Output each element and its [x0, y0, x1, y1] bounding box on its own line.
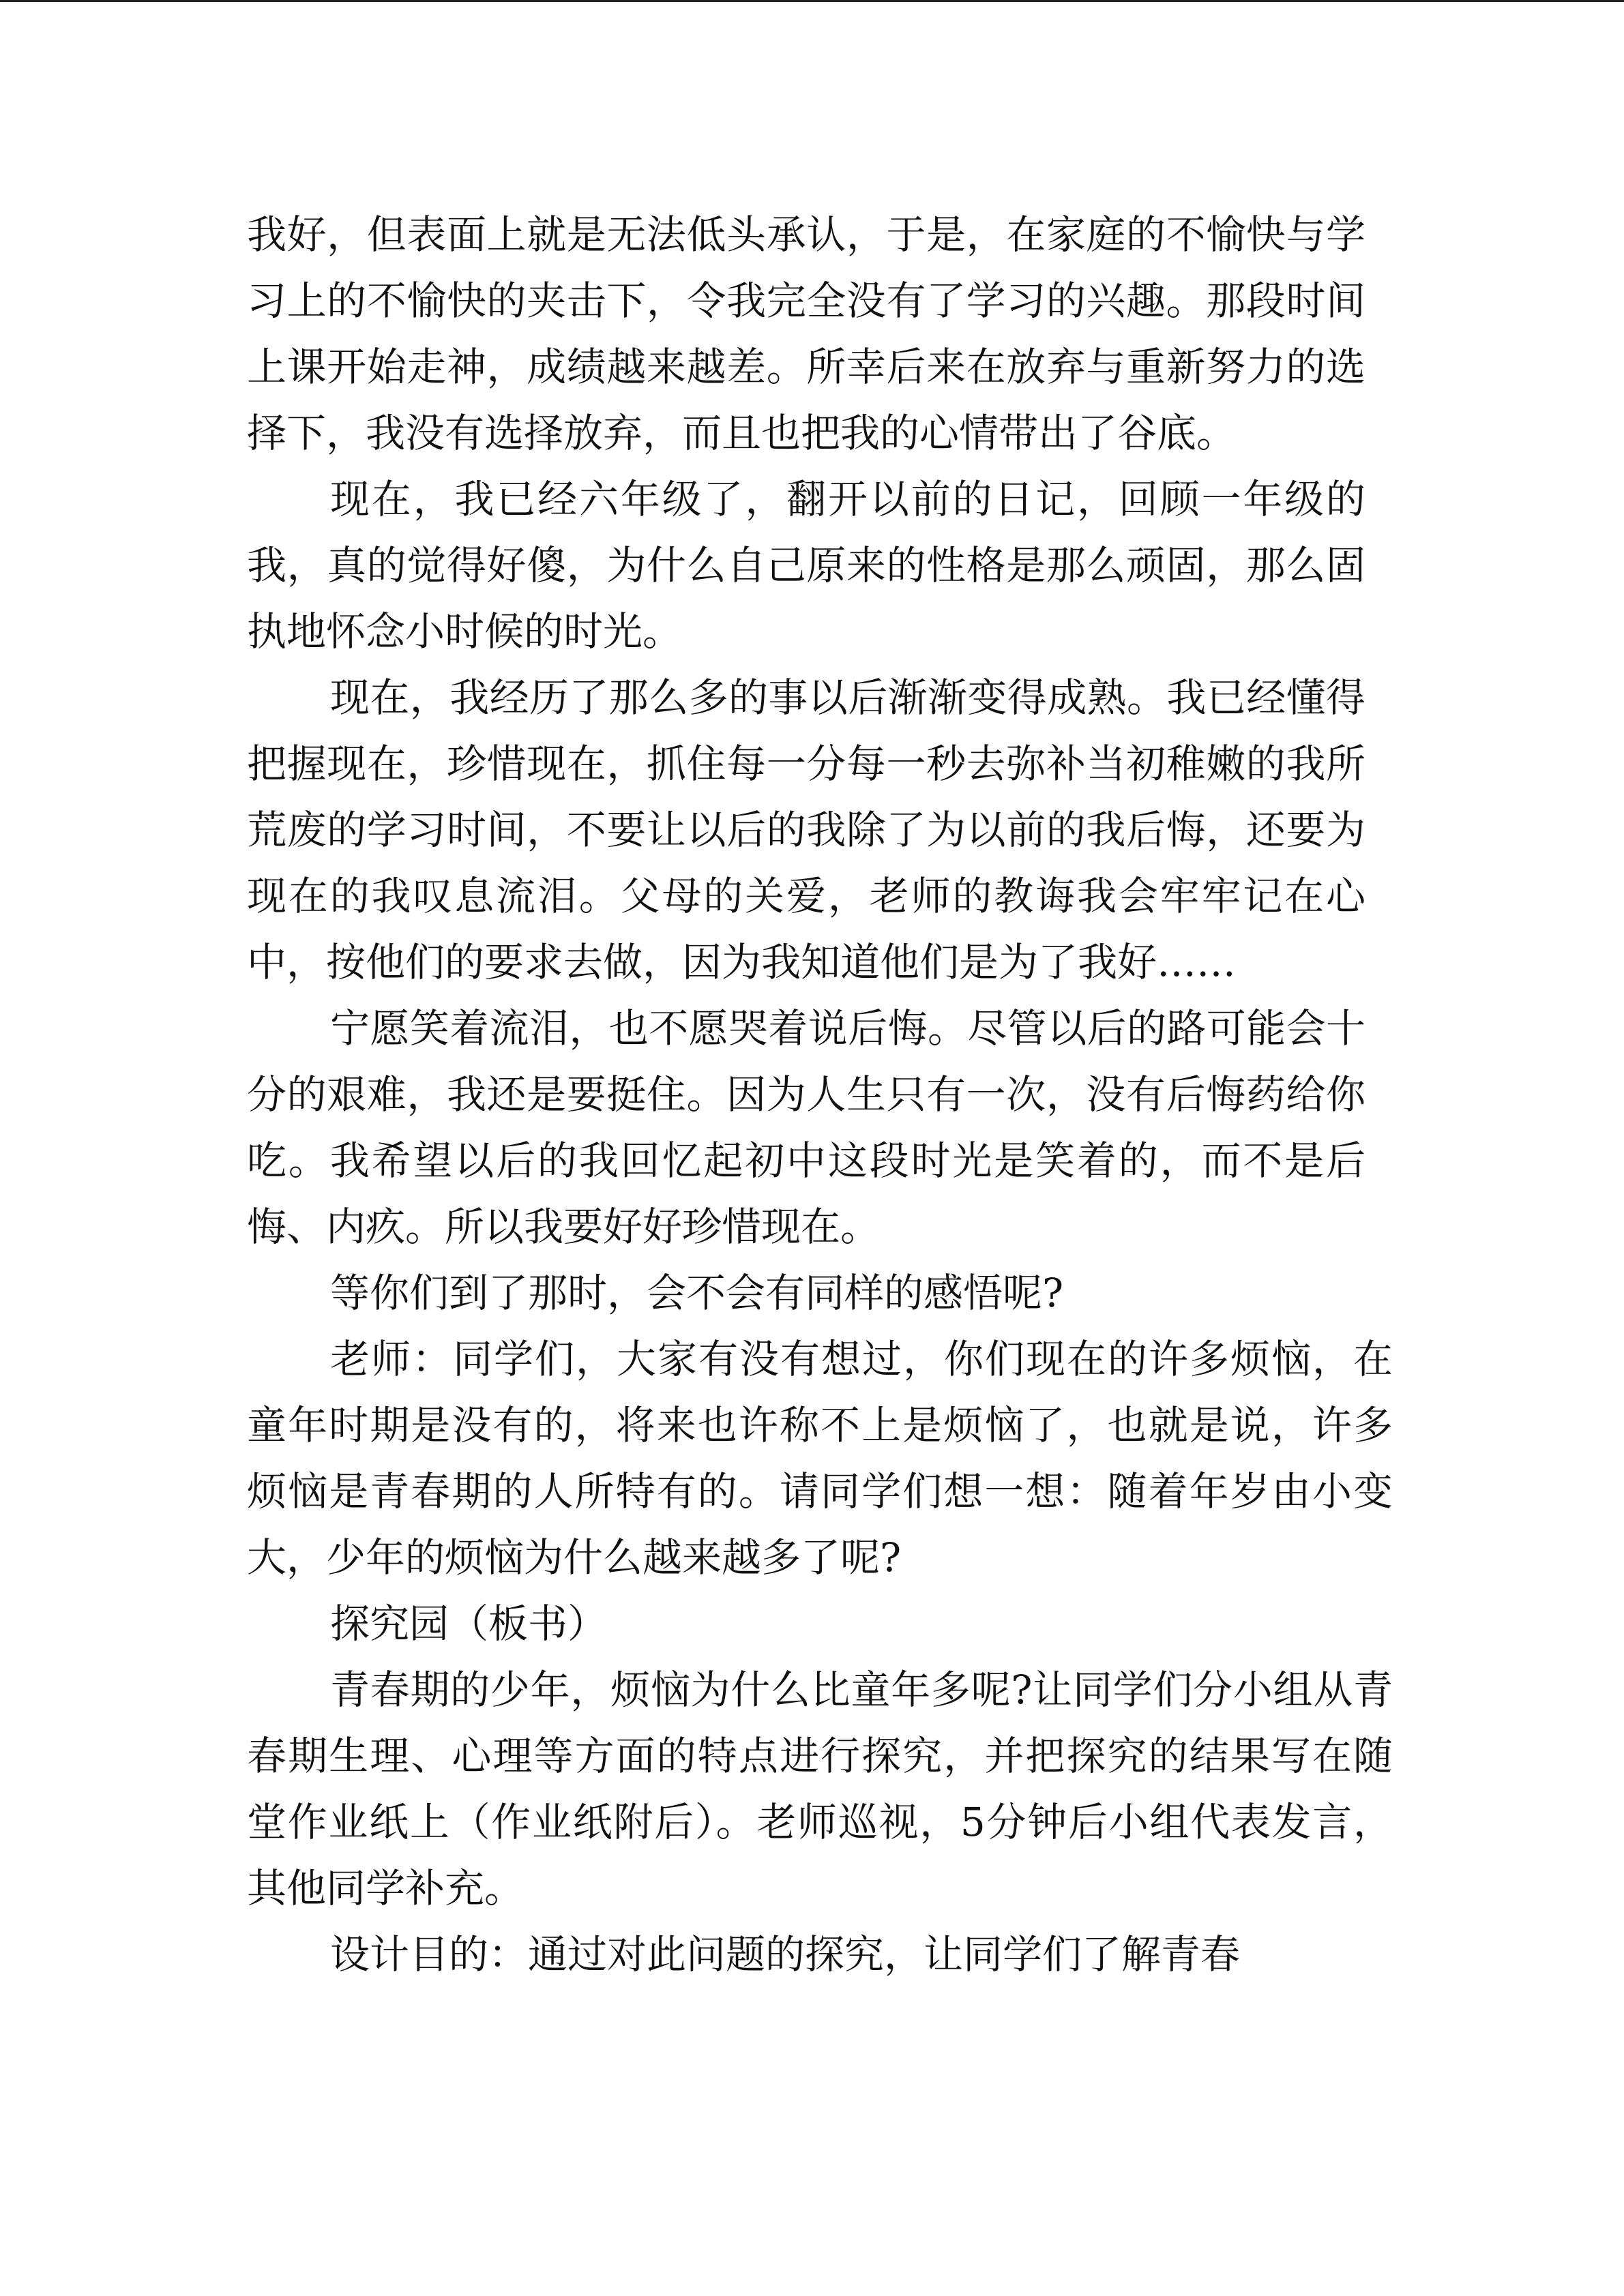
- paragraph-7-heading: 探究园（板书）: [330, 1600, 608, 1647]
- paragraph-2: 现在，我已经六年级了，翻开以前的日记，回顾一年级的我，真的觉得好傻，为什么自己原来的性格是那么顽固，那么固执地怀念小时候的时光。: [247, 476, 1365, 655]
- document-body: [247, 202, 1393, 1988]
- paragraph-4: 宁愿笑着流泪，也不愿哭着说后悔。尽管以后的路可能会十分的艰难，我还是要挺住。因为人生只有一次，没有后悔药给你吃。我希望以后的我回忆起初中这段时光是笑着的，而不是后悔、内疚。所以我要好好珍惜现在。: [247, 1005, 1365, 1250]
- paragraph-3: 现在，我经历了那么多的事以后渐渐变得成熟。我已经懂得把握现在，珍惜现在，抓住每一分每一秒去弥补当初稚嫩的我所荒废的学习时间，不要让以后的我除了为以前的我后悔，还要为现在的我叹息流泪。父母的关爱，老师的教诲我会牢牢记在心中，按他们的要求去做，因为我知道他们是为了我好……: [247, 674, 1365, 985]
- paragraph-1: 我好，但表面上就是无法低头承认，于是，在家庭的不愉快与学习上的不愉快的夹击下，令我完全没有了学习的兴趣。那段时间上课开始走神，成绩越来越差。所幸后来在放弃与重新努力的选择下，我没有选择放弃，而且也把我的心情带出了谷底。: [247, 211, 1365, 456]
- paragraph-6: 老师：同学们，大家有没有想过，你们现在的许多烦恼，在童年时期是没有的，将来也许称不上是烦恼了，也就是说，许多烦恼是青春期的人所特有的。请同学们想一想：随着年岁由小变大，少年的烦恼为什么越来越多了呢?: [247, 1336, 1393, 1581]
- page-top-border: [0, 0, 1624, 2]
- paragraph-5: 等你们到了那时，会不会有同样的感悟呢?: [330, 1270, 1064, 1316]
- paragraph-9: 设计目的：通过对此问题的探究，让同学们了解青春: [330, 1931, 1241, 1978]
- paragraph-8: 青春期的少年，烦恼为什么比童年多呢?让同学们分小组从青春期生理、心理等方面的特点进行探究，并把探究的结果写在随堂作业纸上（作业纸附后）。老师巡视，5分钟后小组代表发言，其他同学补充。: [247, 1667, 1393, 1911]
